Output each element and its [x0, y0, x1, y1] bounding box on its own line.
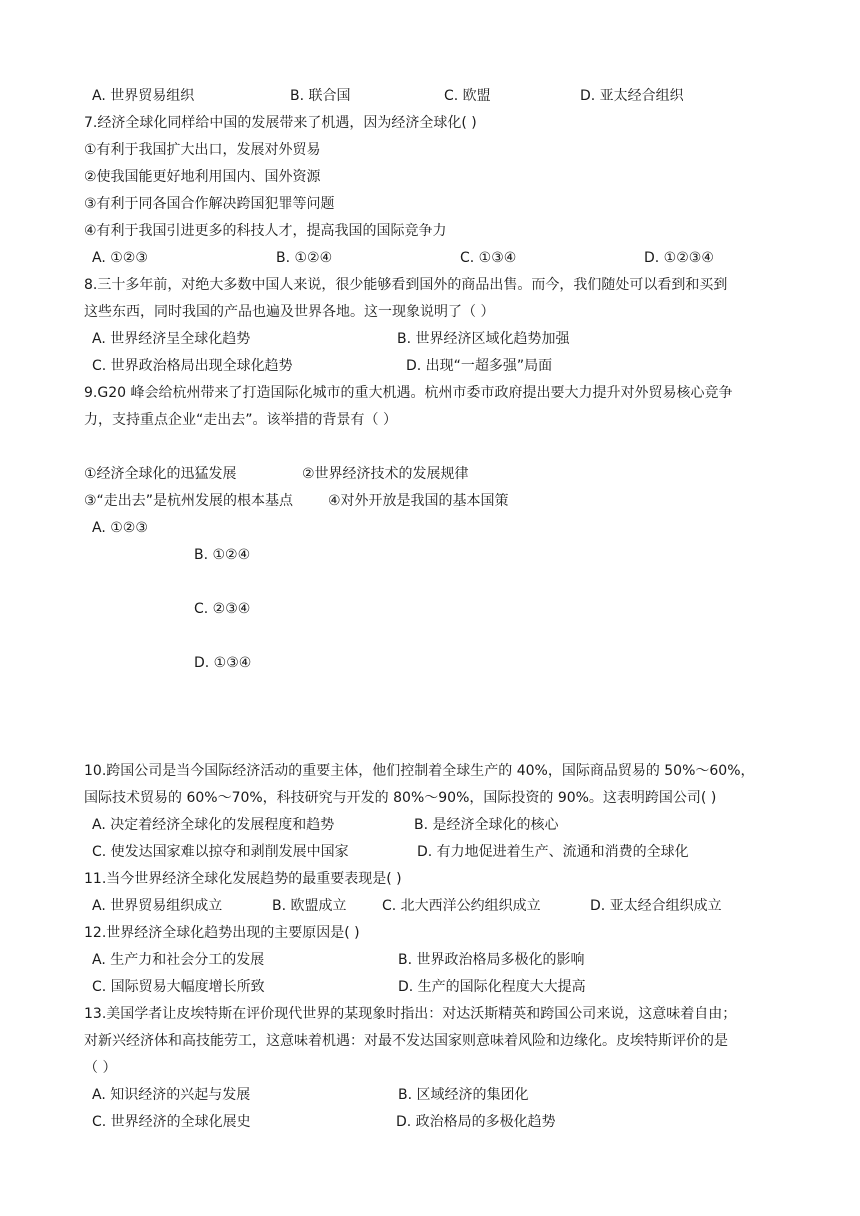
q13-stem-line-2: 对新兴经济体和高技能劳工，这意味着机遇：对最不发达国家则意味着风险和边缘化。皮埃特斯评价的是	[84, 1033, 728, 1049]
q13-option-c: C. 世界经济的全球化展史	[92, 1114, 251, 1130]
q6-option-c: C. 欧盟	[444, 88, 491, 104]
q8-stem-line-2: 这些东西，同时我国的产品也遍及世界各地。这一现象说明了（ ）	[84, 304, 495, 320]
q11-option-b: B. 欧盟成立	[272, 898, 347, 914]
q12-option-c: C. 国际贸易大幅度增长所致	[92, 979, 265, 995]
q9-option-d: D. ①③④	[194, 655, 252, 671]
q10-stem-line-2: 国际技术贸易的 60%～70%，科技研究与开发的 80%～90%，国际投资的 90%。这表明跨国公司( )	[84, 790, 717, 806]
q12-option-d: D. 生产的国际化程度大大提高	[398, 979, 586, 995]
q13-stem-line-1: 13.美国学者让皮埃特斯在评价现代世界的某现象时指出：对达沃斯精英和跨国公司来说，这意味着自由；	[84, 1006, 737, 1022]
q11-option-d: D. 亚太经合组织成立	[590, 898, 722, 914]
q7-item-4: ④有利于我国引进更多的科技人才，提高我国的国际竞争力	[84, 223, 447, 239]
q13-option-d: D. 政治格局的多极化趋势	[396, 1114, 556, 1130]
q13-option-b: B. 区域经济的集团化	[398, 1087, 529, 1103]
q7-option-b: B. ①②④	[276, 250, 333, 266]
q7-item-2: ②使我国能更好地利用国内、国外资源	[84, 169, 321, 185]
q10-option-c: C. 使发达国家难以掠夺和剥削发展中国家	[92, 844, 349, 860]
q7-item-1: ①有利于我国扩大出口，发展对外贸易	[84, 142, 321, 158]
q13-stem-line-3: （ ）	[84, 1060, 117, 1076]
q10-option-d: D. 有力地促进着生产、流通和消费的全球化	[417, 844, 689, 860]
q8-option-a: A. 世界经济呈全球化趋势	[92, 331, 251, 347]
q8-option-c: C. 世界政治格局出现全球化趋势	[92, 358, 293, 374]
q9-stem-line-2: 力，支持重点企业“走出去”。该举措的背景有（ ）	[84, 412, 397, 428]
q9-option-b: B. ①②④	[194, 547, 251, 563]
q8-stem-line-1: 8.三十多年前，对绝大多数中国人来说，很少能够看到国外的商品出售。而今，我们随处可以看到和买到	[84, 277, 728, 293]
q12-option-a: A. 生产力和社会分工的发展	[92, 952, 265, 968]
q7-option-a: A. ①②③	[92, 250, 148, 266]
q12-stem: 12.世界经济全球化趋势出现的主要原因是( )	[84, 925, 360, 941]
q7-option-c: C. ①③④	[460, 250, 517, 266]
q12-option-b: B. 世界政治格局多极化的影响	[398, 952, 585, 968]
q6-option-d: D. 亚太经合组织	[580, 88, 684, 104]
q11-option-c: C. 北大西洋公约组织成立	[382, 898, 541, 914]
q9-option-a: A. ①②③	[92, 520, 148, 536]
q11-option-a: A. 世界贸易组织成立	[92, 898, 223, 914]
q7-stem: 7.经济全球化同样给中国的发展带来了机遇，因为经济全球化( )	[84, 115, 477, 131]
q8-option-b: B. 世界经济区域化趋势加强	[397, 331, 570, 347]
q9-option-c: C. ②③④	[194, 601, 251, 617]
q7-item-3: ③有利于同各国合作解决跨国犯罪等问题	[84, 196, 335, 212]
q9-item-4: ④对外开放是我国的基本国策	[328, 493, 509, 509]
q10-option-a: A. 决定着经济全球化的发展程度和趋势	[92, 817, 335, 833]
q9-item-1: ①经济全球化的迅猛发展	[84, 466, 237, 482]
q9-item-2: ②世界经济技术的发展规律	[302, 466, 469, 482]
q13-option-a: A. 知识经济的兴起与发展	[92, 1087, 251, 1103]
q10-option-b: B. 是经济全球化的核心	[414, 817, 559, 833]
q8-option-d: D. 出现“一超多强”局面	[406, 358, 553, 374]
q11-stem: 11.当今世界经济全球化发展趋势的最重要表现是( )	[84, 871, 402, 887]
q10-stem-line-1: 10.跨国公司是当今国际经济活动的重要主体，他们控制着全球生产的 40%，国际商品贸易的 50%～60%，	[84, 763, 755, 779]
q9-item-3: ③“走出去”是杭州发展的根本基点	[84, 493, 294, 509]
q6-option-b: B. 联合国	[290, 88, 351, 104]
q6-option-a: A. 世界贸易组织	[92, 88, 195, 104]
q7-option-d: D. ①②③④	[644, 250, 714, 266]
q9-stem-line-1: 9.G20 峰会给杭州带来了打造国际化城市的重大机遇。杭州市委市政府提出要大力提升对外贸易核心竞争	[84, 385, 733, 401]
